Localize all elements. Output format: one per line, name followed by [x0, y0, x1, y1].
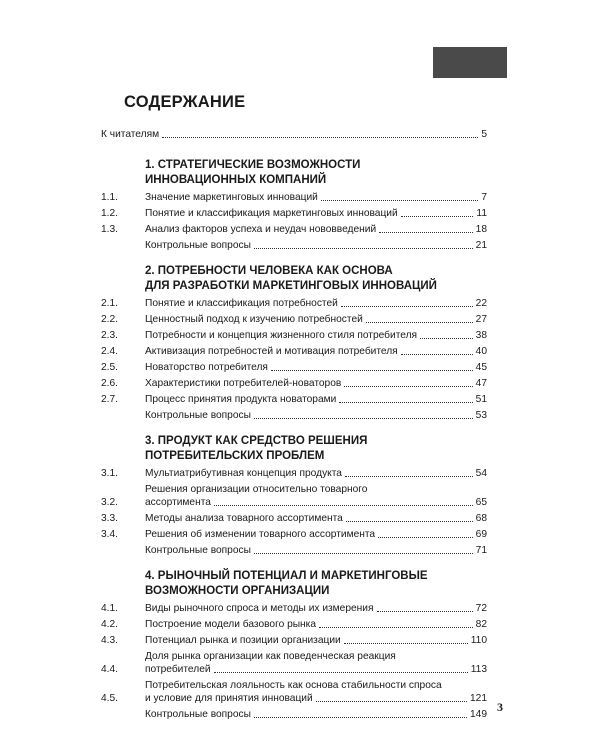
- section-heading-line: 2. ПОТРЕБНОСТИ ЧЕЛОВЕКА КАК ОСНОВА: [145, 265, 393, 277]
- entry-page: 68: [475, 513, 487, 524]
- dot-leader: [214, 672, 468, 673]
- section-heading-line: 1. СТРАТЕГИЧЕСКИЕ ВОЗМОЖНОСТИ: [145, 159, 361, 171]
- section-heading: [145, 434, 487, 464]
- dot-leader: [345, 476, 473, 477]
- entry-text: Потребительская лояльность как основа стабильности спроса: [145, 680, 442, 691]
- entry-number: 2.3.: [101, 330, 118, 341]
- toc-entry: [101, 528, 487, 541]
- entry-number: 4.3.: [101, 635, 118, 646]
- entry-page: 72: [475, 603, 487, 614]
- entry-text: Контрольные вопросы: [145, 545, 251, 556]
- entry-number: 1.1.: [101, 192, 118, 203]
- entry-text: Мультиатрибутивная концепция продукта: [145, 468, 342, 479]
- toc-entry: [101, 650, 487, 676]
- toc-entry: [101, 191, 487, 204]
- entry-text: Виды рыночного спроса и методы их измерения: [145, 603, 374, 614]
- toc-sections: [101, 158, 487, 733]
- entry-page: 40: [475, 346, 487, 357]
- section-heading-line: ПОТРЕБИТЕЛЬСКИХ ПРОБЛЕМ: [145, 450, 325, 462]
- toc-entry: [101, 409, 487, 422]
- toc-section: [101, 158, 487, 252]
- entry-number: 4.4.: [101, 664, 118, 675]
- section-heading-line: 3. ПРОДУКТ КАК СРЕДСТВО РЕШЕНИЯ: [145, 435, 368, 447]
- entry-text: Потенциал рынка и позиции организации: [145, 635, 341, 646]
- entry-number: 2.1.: [101, 298, 118, 309]
- dot-leader: [379, 232, 473, 233]
- entry-text: Ценностный подход к изучению потребностей: [145, 314, 363, 325]
- entry-number: 3.4.: [101, 529, 118, 540]
- toc-entry: [101, 329, 487, 342]
- entry-text: Потребности и концепция жизненного стиля потребителя: [145, 330, 418, 341]
- section-heading-line: ВОЗМОЖНОСТИ ОРГАНИЗАЦИИ: [145, 585, 330, 597]
- entry-page: 149: [470, 709, 487, 720]
- entry-text: Решения об изменении товарного ассортимента: [145, 529, 376, 540]
- page-title: СОДЕРЖАНИЕ: [124, 93, 246, 111]
- dot-leader: [401, 216, 474, 217]
- entry-text: и условие для принятия инноваций: [145, 693, 313, 704]
- entry-text: Анализ факторов успеха и неудач нововведений: [145, 224, 377, 235]
- toc-entry: [101, 544, 487, 557]
- entry-number: 2.7.: [101, 394, 118, 405]
- dot-leader: [254, 717, 467, 718]
- entry-number: 4.5.: [101, 693, 118, 704]
- dot-leader: [321, 200, 478, 201]
- entry-page: 110: [470, 635, 487, 646]
- page-number: 3: [497, 700, 503, 714]
- toc-entry: [101, 297, 487, 310]
- entry-page: 5: [481, 129, 487, 140]
- toc-entry: [101, 483, 487, 509]
- entry-number: 4.2.: [101, 619, 118, 630]
- entry-page: 45: [475, 362, 487, 373]
- dot-leader: [341, 306, 473, 307]
- entry-page: 121: [470, 693, 487, 704]
- dot-leader: [271, 370, 473, 371]
- entry-page: 113: [470, 664, 487, 675]
- entry-number: 1.2.: [101, 208, 118, 219]
- dot-leader: [254, 553, 473, 554]
- section-heading: [145, 158, 487, 188]
- toc-entry: [101, 679, 487, 705]
- toc-entry: [101, 467, 487, 480]
- entry-number: 2.2.: [101, 314, 118, 325]
- entry-number: 2.6.: [101, 378, 118, 389]
- toc-section: [101, 434, 487, 557]
- dot-leader: [339, 402, 472, 403]
- entry-text: К читателям: [101, 129, 160, 140]
- dot-leader: [254, 248, 473, 249]
- dot-leader: [377, 611, 473, 612]
- entry-text: Процесс принятия продукта новаторами: [145, 394, 337, 405]
- toc-entry: [101, 708, 487, 721]
- dot-leader: [344, 386, 472, 387]
- entry-page: 7: [481, 192, 487, 203]
- entry-number: 1.3.: [101, 224, 118, 235]
- entry-page: 51: [475, 394, 487, 405]
- toc-entry: [101, 239, 487, 252]
- entry-number: 3.1.: [101, 468, 118, 479]
- toc-entry: [101, 128, 487, 141]
- toc-entry: [101, 512, 487, 525]
- corner-tab-block: [433, 47, 507, 78]
- entry-text: Построение модели базового рынка: [145, 619, 317, 630]
- entry-page: 22: [475, 298, 487, 309]
- entry-page: 53: [475, 410, 487, 421]
- dot-leader: [316, 701, 467, 702]
- dot-leader: [319, 627, 473, 628]
- toc-intro-entry: [101, 128, 487, 144]
- toc-entry: [101, 393, 487, 406]
- entry-text: ассортимента: [145, 497, 211, 508]
- toc-entry: [101, 634, 487, 647]
- entry-number: 3.2.: [101, 497, 118, 508]
- toc-section: [101, 264, 487, 422]
- dot-leader: [214, 505, 473, 506]
- entry-text: Понятие и классификация потребностей: [145, 298, 338, 309]
- toc-entry: [101, 361, 487, 374]
- dot-leader: [344, 643, 468, 644]
- entry-text: Контрольные вопросы: [145, 709, 251, 720]
- entry-text: потребителей: [145, 664, 211, 675]
- toc-section: [101, 569, 487, 721]
- entry-text: Понятие и классификация маркетинговых инноваций: [145, 208, 398, 219]
- entry-number: 2.5.: [101, 362, 118, 373]
- toc-entry: [101, 223, 487, 236]
- dot-leader: [366, 322, 473, 323]
- entry-text: Методы анализа товарного ассортимента: [145, 513, 343, 524]
- section-heading-line: ДЛЯ РАЗРАБОТКИ МАРКЕТИНГОВЫХ ИННОВАЦИЙ: [145, 280, 437, 292]
- entry-text: Контрольные вопросы: [145, 240, 251, 251]
- entry-page: 54: [475, 468, 487, 479]
- section-heading: [145, 569, 487, 599]
- entry-text: Решения организации относительно товарного: [145, 484, 368, 495]
- section-heading-line: 4. РЫНОЧНЫЙ ПОТЕНЦИАЛ И МАРКЕТИНГОВЫЕ: [145, 570, 428, 582]
- entry-text: Значение маркетинговых инноваций: [145, 192, 318, 203]
- toc-entry: [101, 602, 487, 615]
- entry-number: 4.1.: [101, 603, 118, 614]
- toc-entry: [101, 618, 487, 631]
- dot-leader: [420, 338, 473, 339]
- dot-leader: [162, 137, 478, 138]
- entry-page: 21: [475, 240, 487, 251]
- entry-page: 27: [475, 314, 487, 325]
- entry-page: 69: [475, 529, 487, 540]
- entry-text: Новаторство потребителя: [145, 362, 268, 373]
- entry-page: 65: [475, 497, 487, 508]
- toc-entry: [101, 313, 487, 326]
- entry-page: 11: [476, 208, 487, 219]
- dot-leader: [254, 418, 473, 419]
- dot-leader: [346, 521, 473, 522]
- toc-entry: [101, 207, 487, 220]
- entry-page: 47: [475, 378, 487, 389]
- entry-page: 18: [475, 224, 487, 235]
- dot-leader: [401, 354, 473, 355]
- entry-number: 2.4.: [101, 346, 118, 357]
- entry-page: 38: [475, 330, 487, 341]
- dot-leader: [378, 537, 473, 538]
- section-heading: [145, 264, 487, 294]
- entry-text: Доля рынка организации как поведенческая реакция: [145, 651, 396, 662]
- entry-text: Активизация потребностей и мотивация потребителя: [145, 346, 398, 357]
- section-heading-line: ИННОВАЦИОННЫХ КОМПАНИЙ: [145, 174, 327, 186]
- entry-text: Контрольные вопросы: [145, 410, 251, 421]
- entry-page: 82: [475, 619, 487, 630]
- entry-page: 71: [475, 545, 487, 556]
- toc-entry: [101, 377, 487, 390]
- toc-entry: [101, 345, 487, 358]
- entry-text: Характеристики потребителей-новаторов: [145, 378, 342, 389]
- entry-number: 3.3.: [101, 513, 118, 524]
